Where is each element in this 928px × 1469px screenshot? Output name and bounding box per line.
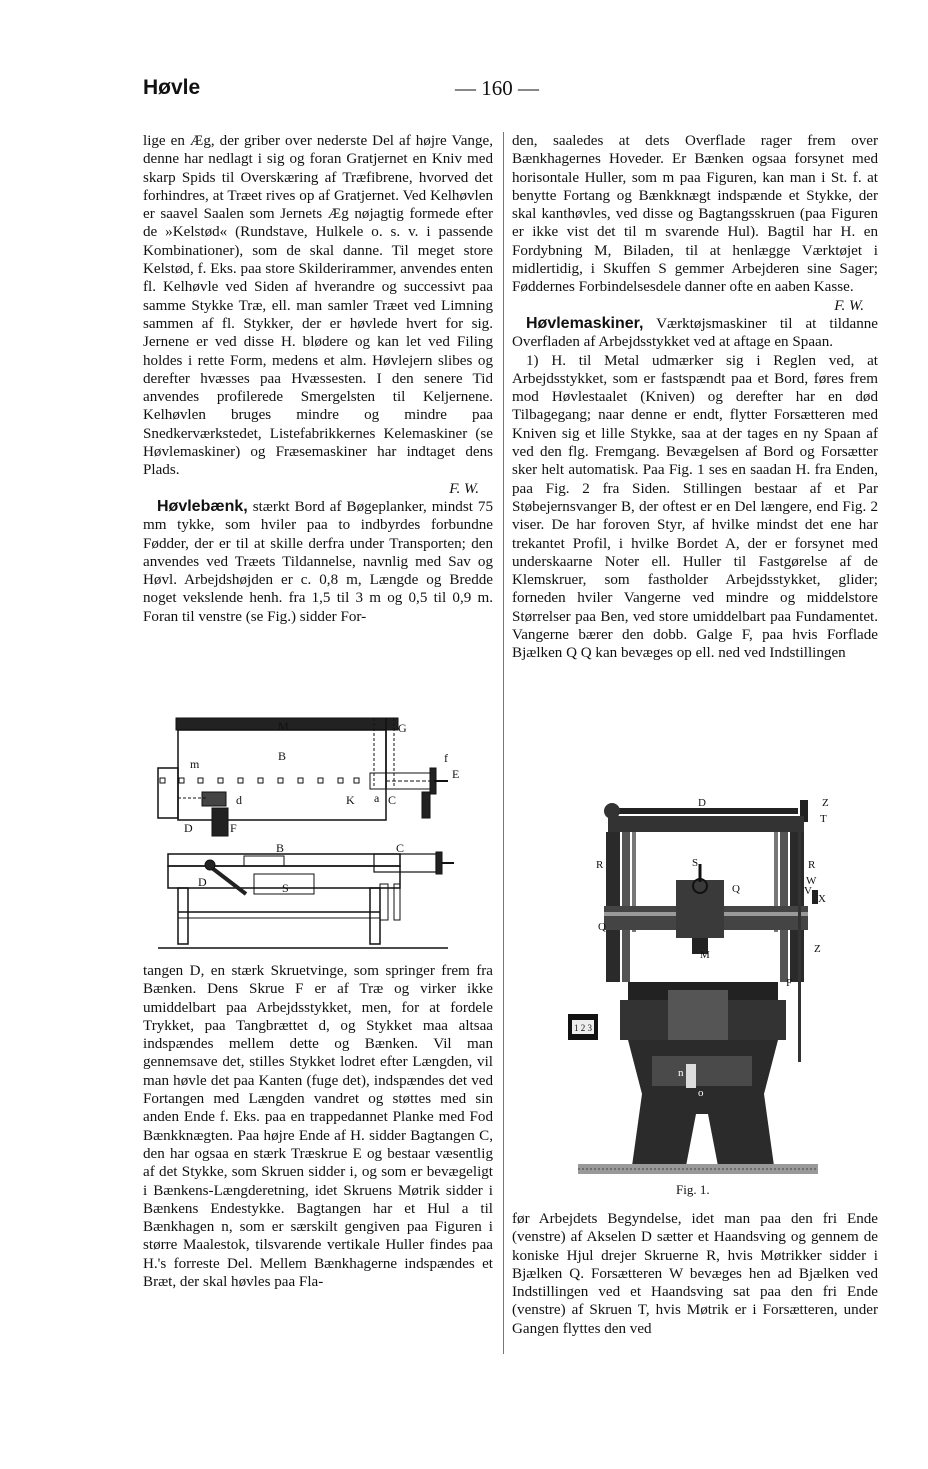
label-m: m <box>190 757 200 771</box>
left-column-lower <box>143 962 493 1291</box>
label-R-right: R <box>808 859 816 871</box>
label-C-side: C <box>396 841 405 855</box>
label-M: M <box>700 949 710 961</box>
label-D: D <box>698 797 706 809</box>
paragraph-indstilling: før Arbejdets Begyndelse, idet man paa den fri Ende (venstre) af Akselen D sætter et Haandsving og gennem de koniske Hjul drejer Skruerne R, hvis Møtrikker sidder i Bjælken Q. Forsætteren W bevæges hen ad Bjælken ved Indstillingen ved et Haandsving sat paa den fri Ende (venstre) af Skruen T, hvis Møtrik er i Forsætteren, under Gangen flyttes den ved <box>512 1211 878 1337</box>
signature: F. W. <box>834 297 864 314</box>
label-V: V <box>804 885 812 897</box>
planing-machine-figure <box>568 794 830 1178</box>
right-column-lower <box>512 1210 878 1338</box>
label-Z-lower: Z <box>814 943 821 955</box>
label-W: W <box>806 875 817 887</box>
label-B: B <box>278 749 287 763</box>
counter-digits: 1 2 3 <box>574 1023 592 1033</box>
figure-caption: Fig. 1. <box>676 1182 710 1197</box>
entry-hoevlebaenk <box>143 498 493 626</box>
entry-text: stærkt Bord af Bøgeplanker, mindst 75 mm tykke, som hviler paa to indbyrdes forbundne Fødder, der er til at skille derfra under Transporten; den anvendes ved Træets Tildannelse, navnlig med Sav og Høvl. Arbejdshøjden er c. 0,8 m, Længde og Bredde noget vekslende henh. fra 1,5 til 3 m og 0,5 til 0,9 m. Foran til venstre (se Fig.) sidder For- <box>143 498 493 625</box>
headword: Høvlemaskiner, <box>526 314 644 332</box>
label-n: n <box>678 1067 684 1079</box>
label-Q-left: Q <box>598 921 606 933</box>
left-column-upper <box>143 132 493 626</box>
paragraph-fortang: tangen D, en stærk Skruetvinge, som springer frem fra Bænken. Dens Skrue F er af Træ og virker ikke umiddelbart paa Arbejdsstykket, men, for at fordele Trykket, paa Tangbrættet d, og Stykket maa altsaa indspændes mellem dette og Bænken. Vil man gennemsave det, stilles Stykket lodret efter Længden, vil man høvle det paa Kanten (fuge det), indspændes det ved Fortangen med Længden vandret og støttes med sin anden Ende f. Eks. paa en trappedannet Planke med Fod Bænkknægten. Paa højre Ende af H. sidder Bagtangen C, den har ogsaa en stærk Træskrue E og bestaar væsentlig af det Stykke, som Skruen sidder i, og som er bevægeligt i Bænkens-Længderetning, idet Skruens Møtrik sidder i Bænkens Endestykke. Bagtangen har et Hul a til Bænkhagen n, som er særskilt gengiven paa Figuren i større Maalestok, tilsvarende vertikale Huller findes paa H.'s forreste Del. Mellem Bænkhagerne indspændes et Bræt, der skal høvles paa Fla- <box>143 963 493 1291</box>
label-C: C <box>388 793 397 807</box>
label-K: K <box>346 793 355 807</box>
label-d: d <box>236 793 242 807</box>
label-M: M <box>278 719 289 733</box>
label-X: X <box>818 893 826 905</box>
label-S: S <box>692 857 699 869</box>
entry-hoevlemaskiner <box>512 315 878 352</box>
label-a: a <box>374 791 380 805</box>
column-rule <box>503 132 504 1354</box>
label-Z: Z <box>822 797 829 809</box>
paragraph-metal: 1) H. til Metal udmærker sig i Reglen ved, at Arbejdsstykket, som er fastspændt paa et Bord, føres frem mod Høvlestaalet (Kniven) og derefter har en død Tilbagegang; naar denne er endt, flytter Forsætteren med Kniven sig et lille Stykke, saa at der tages en ny Spaan af ved den flg. Fremgang. Bevægelsen af Bord og Forsætter sker helt automatisk. Paa Fig. 1 ses en saadan H. fra Enden, paa Fig. 2 fra Siden. Stillingen bestaar af et Par Støbejernsvanger B, der oftest er en Del længere, end Fig. 2 viser. De har foroven Styr, af hvilke mindst det ene har trekantet Profil, i hvilke Bordet A, der er forsynet med underskaarne Noter ell. Huller til Fastgørelse af de Klemskruer, som fastholder Arbejdsstykket, glider; forneden hviler Vangerne ved mindre og middelstore Størrelser paa Ben, ved store umiddelbart paa Fundamentet. Vangerne bærer den dobb. Galge F, paa hvis Forflade Bjælken Q Q kan bevæges op ell. ned ved Indstillingen <box>512 352 878 662</box>
label-G: G <box>398 721 407 735</box>
paragraph-baenk-cont: den, saaledes at dets Overflade rager frem over Bænkhagernes Hoveder. Er Bænken ogsaa forsynet med horisontale Huller, som m paa Figuren, kan man i St. f. at benytte Fortang og Bænkknægt indspænde et Stykke, der skal kanthøvles, ved disse og Bagtangsskruen (paa Figuren er ikke vist det til m svarende Hul). Bagtil har H. en Fordybning M, Biladen, til at henlægge Værktøjet i midlertidig, i Skuffen S gemmer Arbejderen sine Sager; Føddernes Forbindelsesdele danner ofte en aaben Kasse. <box>512 133 878 296</box>
label-T: T <box>820 813 827 825</box>
label-B-side: B <box>276 841 285 855</box>
page-number: — 160 — <box>455 76 539 100</box>
label-F: F <box>786 977 793 989</box>
signature: F. W. <box>449 480 479 497</box>
right-column-upper <box>512 132 878 663</box>
label-E: E <box>452 767 460 781</box>
label-D: D <box>184 821 193 835</box>
label-D-side: D <box>198 875 207 889</box>
running-head-word: Høvle <box>143 76 201 99</box>
label-F: F <box>230 821 237 835</box>
label-S: S <box>282 881 289 895</box>
label-o: o <box>698 1087 704 1099</box>
entry-text: Værktøjsmaskiner til at tildanne Overfladen af Arbejdsstykket ved at aftage en Spaan. <box>512 315 878 351</box>
workbench-figure <box>148 708 460 954</box>
paragraph-kelhoevl: lige en Æg, der griber over nederste Del af højre Vange, denne har nedlagt i sig og foran Gratjernet en Kniv med skarp Spids til Overskæring af Træfibrene, hvorved det forhindres, at Træet rives op af Gratjernet. Ved Kelhøvlen er saavel Saalen som Jernets Æg nøjagtig formede efter de »Kelstød« (Rundstave, Hulkele o. s. v. i passende Kombinationer), som de skal danne. Til meget store Kelstød, f. Eks. paa store Skilderirammer, anvendes enten fl. Kelhøvle ved Siden af hverandre og successivt paa samme Stykke Træ, ell. man samler Træet ved Limning sammen af fl. Stykker, der er høvlede hvert for sig. Jernene er ved disse H. blødere og kan let ved Filing holdes i rette Form, medens et alm. Høvlejern slibes og derefter hvæsses paa Hvæssesten. I den senere Tid anvendes profilerede Smergelsten til Keljernene. Kelhøvlen bruges mindre og mindre paa Snedkerværkstedet, Listefabrikkernes Kelemaskiner (se Høvlemaskiner) og Fræsemaskiner har indtaget dens Plads. <box>143 133 493 479</box>
label-f: f <box>444 751 448 765</box>
label-Q: Q <box>732 883 740 895</box>
headword: Høvlebænk, <box>157 497 248 515</box>
label-R-left: R <box>596 859 604 871</box>
